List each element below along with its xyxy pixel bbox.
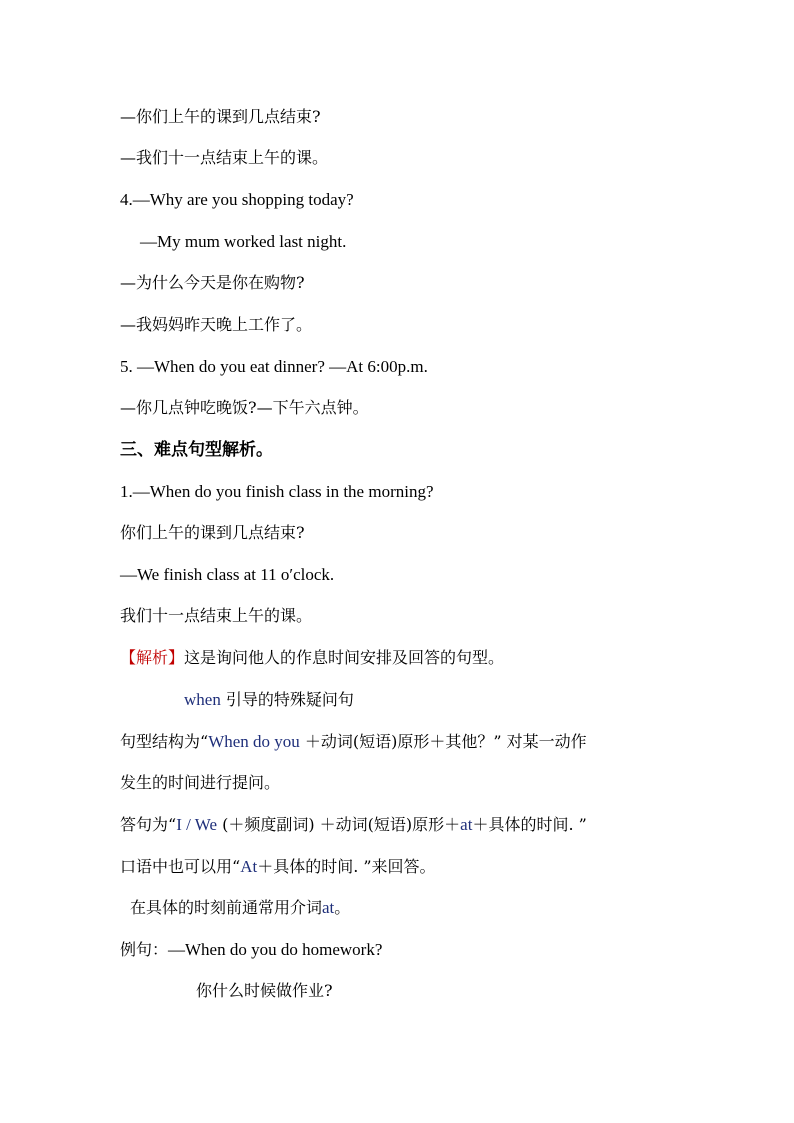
analysis-label: 【解析】 xyxy=(120,648,185,667)
dialogue-line-cn-answer: —我们十一点结束上午的课。 xyxy=(120,148,329,167)
example-label: 例句： xyxy=(120,940,169,959)
preposition-suffix: 。 xyxy=(334,898,351,917)
example-4-answer-cn: —我妈妈昨天晚上工作了。 xyxy=(120,315,313,334)
structure-prefix: 句型结构为“ xyxy=(120,732,209,751)
pattern-1-answer-cn: 我们十一点结束上午的课。 xyxy=(120,606,313,625)
preposition-prefix: 在具体的时刻前通常用介词 xyxy=(130,898,323,917)
when-clause-desc: 引导的特殊疑问句 xyxy=(220,690,354,709)
answer-prefix: 答句为“ xyxy=(120,815,177,834)
dialogue-line-cn-question: —你们上午的课到几点结束? xyxy=(120,107,321,126)
spoken-prefix: 口语中也可以用“ xyxy=(120,857,241,876)
example-5-dialogue: 5. —When do you eat dinner? —At 6:00p.m. xyxy=(120,357,428,376)
answer-subject: I / We xyxy=(176,815,217,834)
pattern-1-answer: —We finish class at 11 o′clock. xyxy=(120,565,335,584)
preposition-line xyxy=(130,897,350,919)
example-5-dialogue-cn: —你几点钟吃晚饭?—下午六点钟。 xyxy=(120,398,369,417)
example-sentence-line xyxy=(120,939,382,961)
example-4-answer: —My mum worked last night. xyxy=(140,232,347,251)
spoken-line xyxy=(120,856,436,878)
answer-suffix: ＋具体的时间. ” xyxy=(472,815,587,834)
example-sentence: —When do you do homework? xyxy=(168,940,383,959)
analysis-line xyxy=(120,647,504,669)
answer-structure-line xyxy=(120,814,587,836)
structure-line xyxy=(120,731,587,753)
when-clause-note xyxy=(184,689,354,711)
example-4-question-cn: —为什么今天是你在购物? xyxy=(120,273,305,292)
analysis-text: 这是询问他人的作息时间安排及回答的句型。 xyxy=(184,648,505,667)
answer-at: at xyxy=(460,815,473,834)
structure-line-cont: 发生的时间进行提问。 xyxy=(120,773,281,792)
when-keyword: when xyxy=(184,690,221,709)
answer-middle: (＋频度副词) ＋动词(短语)原形＋ xyxy=(217,815,461,834)
pattern-1-question: 1.—When do you finish class in the morning? xyxy=(120,482,434,501)
example-sentence-cn: 你什么时候做作业? xyxy=(196,981,333,1000)
spoken-at: At xyxy=(240,857,258,876)
section-heading: 三、难点句型解析。 xyxy=(120,440,273,460)
spoken-suffix: ＋具体的时间. ”来回答。 xyxy=(257,857,436,876)
example-4-question: 4.—Why are you shopping today? xyxy=(120,190,354,209)
preposition-at: at xyxy=(322,898,335,917)
structure-suffix: ＋动词(短语)原形＋其他？” 对某一动作 xyxy=(299,732,587,751)
structure-when-do-you: When do you xyxy=(208,732,300,751)
pattern-1-question-cn: 你们上午的课到几点结束? xyxy=(120,523,305,542)
